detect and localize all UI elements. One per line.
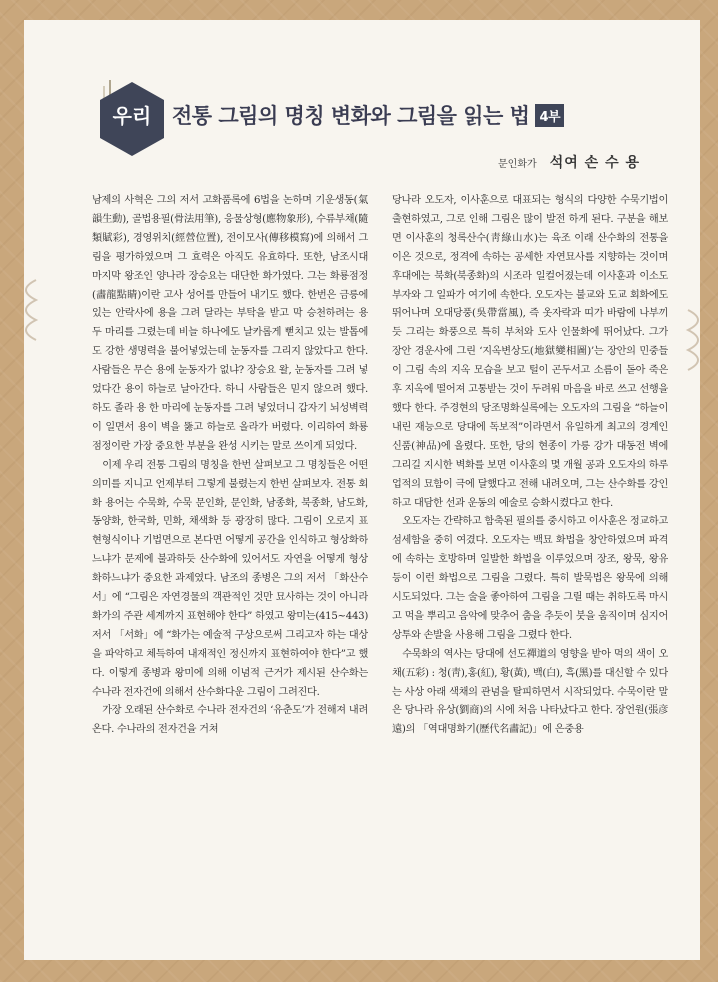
series-label: 우리 [112, 104, 152, 128]
cloud-ornament-right [678, 300, 718, 380]
author-role: 문인화가 [498, 159, 537, 170]
magazine-page [24, 20, 700, 960]
paragraph: 당나라 오도자, 이사훈으로 대표되는 형식의 다양한 수묵기법이 출현하였고, 그로 인해 그림은 많이 발전 하게 된다. 구분을 해보면 이사훈의 청록산수(靑綠山水)는 육조 이래 산수화의 전통을 이은 것으로, 정격에 속하는 공세한 자연묘사를 지향하는 것이며 후대에는 북화(북종화)의 시조라 일컬어졌는데 이사훈과 이소도 부자와 그 일파가 여기에 속한다. 오도자는 불교와 도교 회화에도 뛰어나며 오대당풍(吳帶當風), 즉 옷자락과 띠가 바람에 나부끼듯 그리는 화풍으로 특히 부처와 도사 인물화에 뛰어났다. 그가 장안 경운사에 그린 ‘지옥변상도(地獄變相圖)’는 장안의 민중들이 그림 속의 지옥 모습을 보고 털이 곤두서고 소름이 돋아 죽은 후 지옥에 떨어져 고통받는 것이 두려워 마음을 바로 쓰고 선행을 했다 한다. 주경현의 당조명화실록에는 오도자의 그림을 “하늘이 내린 재능으로 당대에 독보적”이라면서 유일하게 최고의 경계인 신품(神品)에 올렸다. 또한, 당의 현종이 가릉 강가 대동전 벽에 그리길 지시한 벽화를 보면 이사훈의 몇 개월 공과 오도자의 하루 업적의 묘함이 극에 달했다고 전해 내려오며, 그는 산수화를 강인하고 대담한 선과 운동의 예술로 승화시켰다고 한다. [392, 195, 668, 509]
paragraph: 오도자는 간략하고 함축된 필의를 중시하고 이사훈은 정교하고 섬세함을 중히 여겼다. 오도자는 백묘 화법을 창안하였으며 파격에 속하는 호방하며 일발한 화법을 이루었으며 장조, 왕묵, 왕유 등이 이런 화법으로 그림을 그렸다. 특히 발묵법은 왕묵에 의해 시도되었다. 그는 술을 좋아하여 그림을 그릴 때는 취하도록 마시고 먹을 뿌리고 음악에 맞추어 춤을 추듯이 붓을 움직이며 심지어 상투와 손발을 사용해 그림을 그렸다 한다. [392, 516, 668, 641]
article-body [92, 192, 668, 952]
paragraph: 이제 우리 전통 그림의 명칭을 한번 살펴보고 그 명칭들은 어떤 의미를 지니고 언제부터 그렇게 불렸는지 한번 살펴보자. 전통 회화 용어는 수묵화, 수묵 문인화, 문인화, 남종화, 북종화, 남도화, 동양화, 한국화, 민화, 채색화 등 광장히 많다. 그림이 오로지 표현형식이나 기법면으로 본다면 어떻게 공간을 인식하고 형상화하느냐가 문제에 불과하듯 산수화에 있어서도 자연을 어떻게 형상화하느냐가 중요한 과제였다. 남조의 종병은 그의 저서 「화산수서」에 “그림은 자연경물의 객관적인 것만 묘사하는 것이 아니라 화가의 주관 세계까지 표현해야 한다” 하였고 왕미는(415~443) 저서 「서화」에 “화가는 예술적 구상으로써 그리고자 하는 대상을 파악하고 체득하여 내재적인 정신까지 표현하여야 한다”고 했다. 이렇게 종병과 왕미에 의해 이념적 근거가 제시된 산수화는 수나라 전자건에 의해서 산수화다운 그림이 그려진다. [92, 459, 368, 698]
paragraph: 가장 오래된 산수화로 수나라 전자건의 ‘유춘도’가 전해져 내려온다. 수나라의 전자건을 거쳐 [92, 705, 368, 736]
author-name: 석여 손 수 용 [549, 155, 640, 171]
part-badge: 4부 [535, 104, 564, 127]
article-title [172, 100, 564, 130]
author-byline [498, 152, 640, 172]
paragraph: 남제의 사혁은 그의 저서 고화품록에 6법을 논하며 기운생동(氣韻生動), 골법용필(骨法用筆), 응물상형(應物象形), 수류부채(隨類賦彩), 경영위치(經營位置), 전이모사(傳移模寫)에 의해서 그림을 평가하였으며 그 효력은 아직도 유효하다. 또한, 남조시대 마지막 왕조인 양나라 장승요는 대단한 화가였다. 그는 화룡점정(畵龍點睛)이란 고사 성어를 만들어 내기도 했다. 한번은 금릉에 있는 안락사에 용을 그려 달라는 부탁을 받고 막 승천하려는 용 두 마리를 그렸는데 비늘 하나에도 날카롭게 뻗치고 있는 발톱에도 강한 생명력을 불어넣었는데 눈동자를 그리지 않았다고 한다. 사람들은 무슨 용에 눈동자가 없냐? 장승요 왈, 눈동자를 그려 넣었다간 용이 하늘로 날아간다. 하니 사람들은 믿지 않으려 했다. 하도 졸라 용 한 마리에 눈동자를 그려 넣었더니 갑자기 뇌성벽력이 일면서 용이 벽을 뚫고 하늘로 올라가 버렸다. 이리하여 화룡점정이란 가장 중요한 부분을 완성 시키는 말로 쓰이게 되었다. [92, 195, 368, 452]
article-title-text: 전통 그림의 명칭 변화와 그림을 읽는 법 [172, 104, 530, 128]
cloud-ornament-left [6, 270, 46, 350]
left-column [92, 192, 368, 952]
right-column [392, 192, 668, 952]
paragraph: 수묵화의 역사는 당대에 선도禪道의 영향을 받아 먹의 색이 오채(五彩) : 청(靑),홍(紅), 황(黃), 백(白), 흑(黑)를 대신할 수 있다는 사상 아래 색채의 관념을 탈피하면서 시작되었다. 수묵이란 말은 당나라 유상(劉商)의 시에 처음 나타났다고 한다. 장언원(張彦遠)의 「역대명화기(歷代名畵記)」에 은중용 [392, 648, 668, 736]
